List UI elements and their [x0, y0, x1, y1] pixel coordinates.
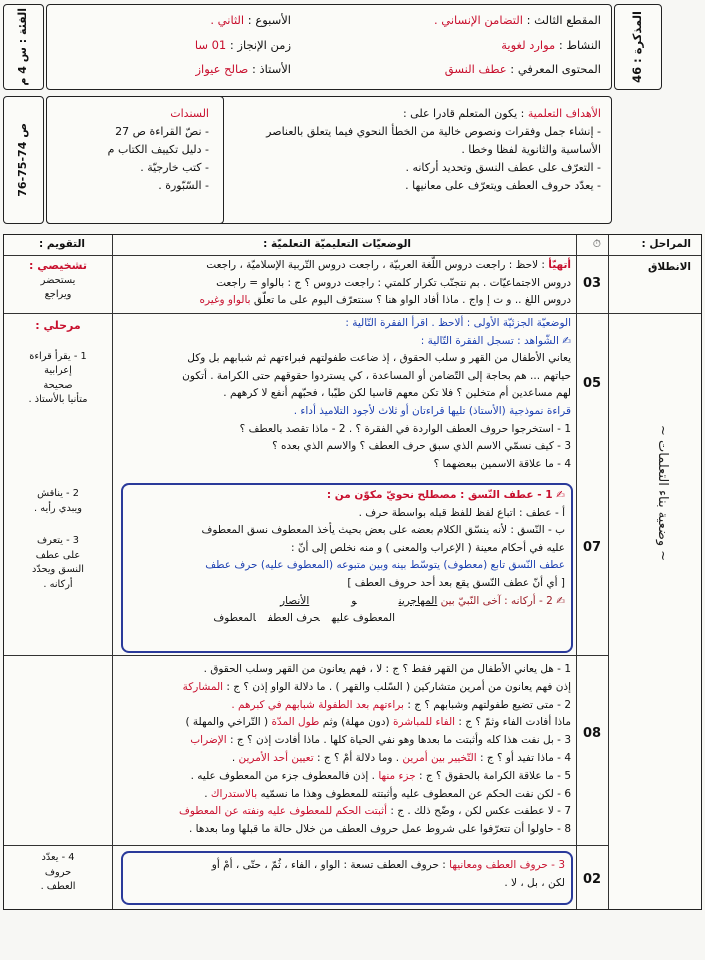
- objectives-title: الأهداف التعلمية: [527, 107, 601, 120]
- header-box: [46, 4, 612, 90]
- eval-line: صحيحة: [43, 379, 73, 391]
- activity-row: [501, 38, 601, 54]
- eval-line: 4 - يعدّد: [41, 852, 75, 863]
- launch-eval: [8, 259, 108, 303]
- s2-label: المعطوف عليه: [331, 612, 395, 625]
- s3-answer: تعيين أحد الأمرين: [238, 751, 314, 764]
- unit-label: المقطع الثالث :: [522, 13, 601, 27]
- situation-2: [125, 487, 565, 628]
- eval-line: أركانه .: [43, 578, 73, 590]
- col-situations: الوضعيّات التعليميّة التعلميّة :: [263, 238, 411, 250]
- s3-answer: جزء منها: [378, 769, 416, 782]
- week-label: الأسبوع :: [244, 13, 291, 27]
- objective-line: - يعدّد حروف العطف ويتعرّف على معانيها .: [405, 179, 601, 192]
- s2-label: المعطوف: [213, 612, 256, 625]
- eval-title-diagnostic: تشخيصي :: [29, 259, 87, 272]
- objective-line: - إنشاء جمل وفقرات ونصوص خالية من الخطأ النحوي فيما يتعلق بالعناصر: [266, 125, 601, 138]
- s1-witness: ✍ الشّواهد : تسجل الفقرة التّالية :: [420, 334, 571, 347]
- lesson-table: [3, 234, 702, 910]
- s1-question: 1 - استخرجوا حروف العطف الواردة في الفقرة ؟ . 2 - ماذا تقصد بالعطف ؟: [239, 422, 571, 435]
- s2-line: عليه في أحكام معينة ( الإعراب والمعنى ) و منه نخلص إلى أنّ :: [290, 541, 565, 554]
- eval-title-stage: مرحلي :: [35, 319, 81, 332]
- launch-line: دروس الاجتماعيّات . بم نتجنّب تكرار كلمتي : راجعت دروس ؟ ج : بالواو = راجعت: [216, 276, 571, 289]
- s1-paragraph: يعاني الأطفال من القهر و سلب الحقوق ، إذ ضاعت طفولتهم فبراءتهم ثم شبابهم بل وكل: [187, 352, 571, 365]
- reference-item: - كتب خارجيّة .: [140, 161, 209, 174]
- s2-line: أ - عطف : اتباع لفظ للفظ قبله بواسطة حرف .: [358, 506, 565, 519]
- s2-line: [ أي أنّ عطف النّسق يقع بعد أحد حروف العطف ]: [347, 576, 565, 589]
- unit-row: [434, 13, 601, 29]
- eval-line: النسق ويحدّد: [32, 564, 84, 575]
- teacher-row: [195, 62, 291, 78]
- s3-answer: طول المدّة: [271, 716, 320, 729]
- content-row: [445, 62, 601, 78]
- col-stages: المراحل :: [641, 238, 691, 250]
- s4-heading: 3 - حروف العطف ومعانيها: [449, 859, 565, 871]
- s3-line: 8 - حاولوا أن تتعرّفوا على شروط عمل حروف العطف من خلال حالة ما قبلها وما بعدها .: [188, 823, 571, 836]
- s4-eval: [8, 851, 108, 895]
- launch-time: 03: [582, 276, 602, 291]
- s1-paragraph: لهم مساعدين أم متخلين ؟ فلا تكن معهم قاسيا لكن طيّبا ، فحبّهم أنفع لا كرههم .: [223, 387, 571, 400]
- time-value: 01 سا: [194, 38, 227, 52]
- launch-line: دروس اللغ .. و ت إ واج . ماذا أفاد الواو هنا ؟ سنتعرّف اليوم على ما تعلّق: [250, 294, 571, 307]
- situation-3: 1 - هل يعاني الأطفال من القهر فقط ؟ ج : لا ، فهم يعانون من القهر وسلب الحقوق . إذن فهم يعانون من أمرين متشاركين ( السّلب والقهر ) . ما دلالة الواو إذن ؟ ج : المشاركة 2 - متى تضيع طفولتهم وشبابهم ؟ ج : براءتهم بعد الطفولة شبابهم في كبرهم . ماذا أفادت الفاء وثمّ ؟ ج : الفاء للمباشرة (دون مهلة) وثم طول المدّة ( التّراخي والمهلة ) 3 - بل نفت هذا كله وأثبتت ما بعدها وهو نفي الحياة كلها . ماذا أفادت إذن ؟ ج : الإضراب 4 - ماذا تفيد أو ؟ ج : التّخيير بين أمرين . وما دلالة أمْ ؟ ج : تعيين أحد الأمرين . 5 - ما علاقة الكرامة بالحقوق ؟ ج : جزء منها . إذن فالمعطوف جزء من المعطوف عليه . 6 - لكن نفت الحكم عن المعطوف عليه وأثبتته للمعطوف وهذا ما نسمّيه بالاستدراك . 7 - لا عطفت عكس لكن ، وضّح ذلك . ج : أثبتت الحكم للمعطوف عليه ونفته عن المعطوف 8 - حاولوا أن تتعرّفوا على شروط عمل حروف العطف من خلال حالة ما قبلها وما بعدها .: [116, 661, 571, 839]
- objectives-heading: [231, 105, 601, 123]
- s2-definition: عطف النّسق تابع (معطوف) يتوسّط بينه وبين متبوعه (المعطوف عليه) حرف عطف: [205, 559, 565, 572]
- eval-line: على عطف: [35, 549, 81, 561]
- launch-line: : لاحظ : راجعت دروس اللّغة العربيّة ، راجعت دروس التّربية الإسلاميّة ، راجعت: [206, 259, 549, 271]
- eval-line: حروف: [44, 866, 72, 878]
- s1-title: الوضعيّة الجزئيّة الأولى : ألاحظ . اقرأ الفقرة التّالية :: [345, 317, 571, 329]
- eval-line: 3 - يتعرف: [37, 535, 79, 546]
- unit-value: التضامن الإنساني .: [433, 13, 523, 27]
- references-title: السندات: [170, 107, 209, 120]
- activity-value: موارد لغوية: [501, 38, 556, 52]
- s4-line: لكن ، بل ، لا .: [504, 876, 565, 889]
- s2-word: المهاجرين: [398, 594, 438, 607]
- s3-answer: أثبتت الحكم للمعطوف عليه ونفته عن المعطوف: [178, 805, 387, 818]
- reference-item: - السّبّورة .: [158, 179, 209, 192]
- s3-answer: المشاركة: [182, 680, 224, 693]
- time-label: زمن الإنجاز :: [226, 38, 291, 52]
- pages-label: ص 74-75-76: [16, 123, 30, 197]
- s2-time: 07: [582, 540, 602, 555]
- eval-line: إعرابية: [44, 365, 72, 376]
- reference-item: - دليل تكييف الكتاب م: [107, 143, 209, 156]
- s3-answer: براءتهم بعد الطفولة شبابهم في كبرهم .: [231, 698, 404, 711]
- s3-answer: الإضراب: [190, 734, 227, 747]
- memo-number-box: [614, 4, 662, 90]
- s2-eval: [8, 487, 108, 592]
- reference-item: - نصّ القراءة ص 27: [115, 125, 209, 138]
- s2-label: حرف العطف: [267, 612, 320, 625]
- s1-reading: قراءة نموذجية (الأستاذ) تليها قراءتان أو ثلاث لأجود التلاميذ أداء .: [293, 404, 571, 417]
- s2-word: و: [351, 594, 357, 607]
- objectives-intro: : يكون المتعلم قادرا على :: [402, 107, 528, 120]
- references-list: [54, 105, 209, 195]
- activity-label: النشاط :: [555, 38, 601, 52]
- launch-text: [116, 257, 571, 310]
- s1-question: 4 - ما علاقة الاسمين ببعضهما ؟: [433, 457, 571, 470]
- launch-prefix: أتهيّأ: [548, 259, 571, 271]
- s1-time: 05: [582, 376, 602, 391]
- s4-time: 02: [582, 872, 602, 887]
- pages-box: [3, 96, 44, 224]
- s3-line: 1 - هل يعاني الأطفال من القهر فقط ؟ ج : لا ، فهم يعانون من القهر وسلب الحقوق .: [203, 663, 571, 675]
- s3-answer: التّخيير بين أمرين: [402, 751, 477, 764]
- week-value: الثاني .: [210, 13, 245, 27]
- s1-question: 3 - كيف نسمّي الاسم الذي سبق حرف العطف ؟ والاسم الذي بعده ؟: [272, 440, 571, 453]
- eval-line: ويراجع: [44, 289, 72, 300]
- s3-answer: بالاستدراك: [210, 787, 258, 800]
- class-box: [3, 4, 44, 90]
- launch-highlight: بالواو وغيره: [199, 294, 251, 307]
- s2-word: الأنصار: [280, 594, 310, 607]
- s2-heading: ✍ 1 - عطف النّسق : مصطلح نحويّ مكوّن من :: [326, 489, 565, 501]
- memo-number: المذكرة : 46: [630, 11, 645, 83]
- eval-line: متأنيا بالأستاذ .: [28, 394, 88, 405]
- references-box: [46, 96, 224, 224]
- objective-line: - التعرّف على عطف النسق وتحديد أركانه .: [405, 161, 601, 174]
- eval-line: 2 - يناقش: [37, 488, 79, 499]
- objectives-list: [231, 105, 601, 195]
- eval-line: 1 - يقرأ قراءة: [29, 350, 87, 362]
- col-eval: التقويم :: [39, 238, 85, 250]
- eval-line: ويبدي رأيه .: [34, 502, 82, 514]
- content-label: المحتوى المعرفي :: [506, 62, 601, 76]
- eval-line: العطف .: [40, 881, 76, 892]
- week-row: [210, 13, 291, 29]
- s2-pillars: ✍ 2 - أركانه : آخى النّبيّ بين المهاجرينوالأنصار: [280, 594, 565, 607]
- situation-1: [116, 315, 571, 473]
- stage-build-label: ~ وضعية بناء التعلمات ~: [655, 425, 670, 562]
- class-label: الفئة : س 4 م: [16, 8, 30, 86]
- teacher-value: صالح عيواز: [195, 62, 249, 76]
- content-value: عطف النسق: [444, 62, 507, 76]
- s1-paragraph: حياتهم ... هم بحاجة إلى التّضامن أو المساعدة ، كي يستردوا حقوقهم حتى الكرامة . أتكون: [182, 369, 571, 382]
- s3-answer: الفاء للمباشرة: [392, 716, 456, 729]
- s2-labels: [125, 610, 565, 628]
- objective-line: الأساسية والثانوية لفظا وخطا .: [461, 143, 601, 156]
- clock-icon: ⏱: [592, 238, 601, 250]
- s1-eval: [8, 319, 108, 408]
- teacher-label: الأستاذ :: [248, 62, 291, 76]
- s2-line: ب - النّسق : لأنه ينسّق الكلام بعضه على بعض بحيث يأخذ المعطوف نسق المعطوف: [201, 524, 565, 537]
- situation-4: 3 - حروف العطف ومعانيها : حروف العطف تسعة : الواو ، الفاء ، ثُمّ ، حتّى ، أمْ أو لكن ، بل ، لا .: [125, 857, 565, 892]
- time-row: [195, 38, 291, 54]
- stage-launch: الانطلاق: [648, 261, 691, 273]
- s3-time: 08: [582, 726, 602, 741]
- eval-line: يستحضر: [40, 274, 76, 286]
